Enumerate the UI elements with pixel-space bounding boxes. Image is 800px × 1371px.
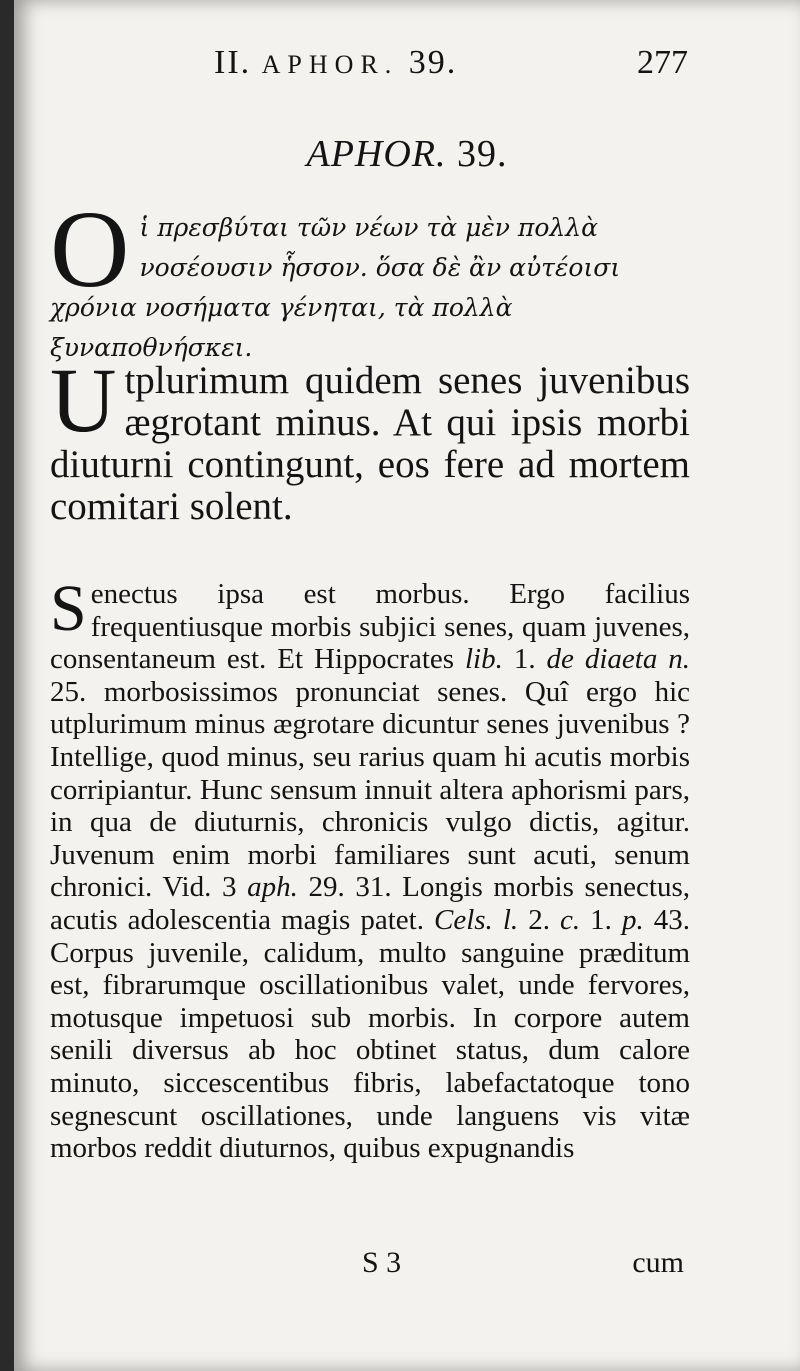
greek-body: ἱ πρεσβύται τῶν νέων τὰ μὲν πολλὰ νοσέουσιν ἧσσον. ὅσα δὲ ἂν αὐτέοισι χρόνια νοσήματα γένηται, τὰ πολλὰ ξυναποθνήσκει. — [50, 213, 621, 362]
commentary-run: 25. morbosissimos pronunciat senes. Quî ergo hic utplurimum minus ægrotare dicuntur senes juvenibus ? Intellige, quod minus, seu rarius quam hi acutis morbis corripiantur. Hunc sensum innuit altera aphorismi pars, in qua de diuturnis, chronicis vulgo dictis, agitur. Juvenum enim morbi familiares sunt acuti, senum chronici. Vid. 3 — [50, 675, 690, 904]
commentary-italic-run: p. — [621, 903, 644, 936]
page-footer — [14, 1246, 800, 1286]
commentary-run: enectus ipsa est morbus. Ergo facilius frequentiusque morbis subjici senes, quam juvenes, consentaneum est. Et Hippocrates — [50, 578, 690, 676]
latin-body: tplurimum quidem senes juvenibus ægrotant minus. At qui ipsis morbi diuturni contingunt, eos fere ad mortem comitari solent. — [50, 359, 690, 528]
commentary-run: 43. Corpus juvenile, calidum, multo sanguine præditum est, fibrarumque oscillationibus valet, unde fervores, motusque impetuosi sub morbis. In corpore autem senili diversus ab hoc obtinet status, dum calore minuto, siccescentibus fibris, labefactatoque tono segnescunt oscillationes, unde languens vis vitæ morbos reddit diuturnos, quibus expugnandis — [50, 903, 691, 1165]
commentary-italic-run: c. — [560, 903, 581, 936]
aphorism-heading — [14, 132, 800, 176]
commentary-italic-run: lib. — [465, 643, 503, 676]
book-number: II. — [214, 44, 252, 81]
commentary-run: 1. — [502, 643, 547, 676]
commentary-run: 1. — [580, 903, 622, 936]
catchword: cum — [632, 1246, 684, 1279]
aphorism-number: 39. — [457, 133, 508, 175]
running-title — [214, 44, 457, 82]
commentary — [50, 572, 691, 1165]
commentary-run: 29. 31. Longis morbis senectus, acutis adolescentia magis patet. — [50, 871, 691, 936]
page-number: 277 — [637, 44, 688, 81]
book-page — [14, 0, 800, 1371]
commentary-initial: S — [50, 572, 87, 645]
greek-text — [50, 188, 690, 368]
commentary-italic-run: de diaeta n. — [546, 643, 691, 676]
aphorism-label: APHOR. — [306, 133, 447, 175]
greek-initial: O — [50, 188, 130, 310]
commentary-body — [50, 572, 691, 1165]
commentary-italic-run: aph. — [247, 871, 298, 904]
aphorism-ref: 39. — [408, 44, 458, 81]
section-label: APHOR. — [261, 50, 399, 79]
latin-initial: U — [50, 349, 117, 451]
signature-mark: S 3 — [362, 1246, 402, 1279]
commentary-italic-run: Cels. l. — [434, 903, 519, 936]
commentary-run: 2. — [518, 903, 560, 936]
latin-translation — [50, 349, 690, 528]
running-header — [14, 44, 800, 94]
